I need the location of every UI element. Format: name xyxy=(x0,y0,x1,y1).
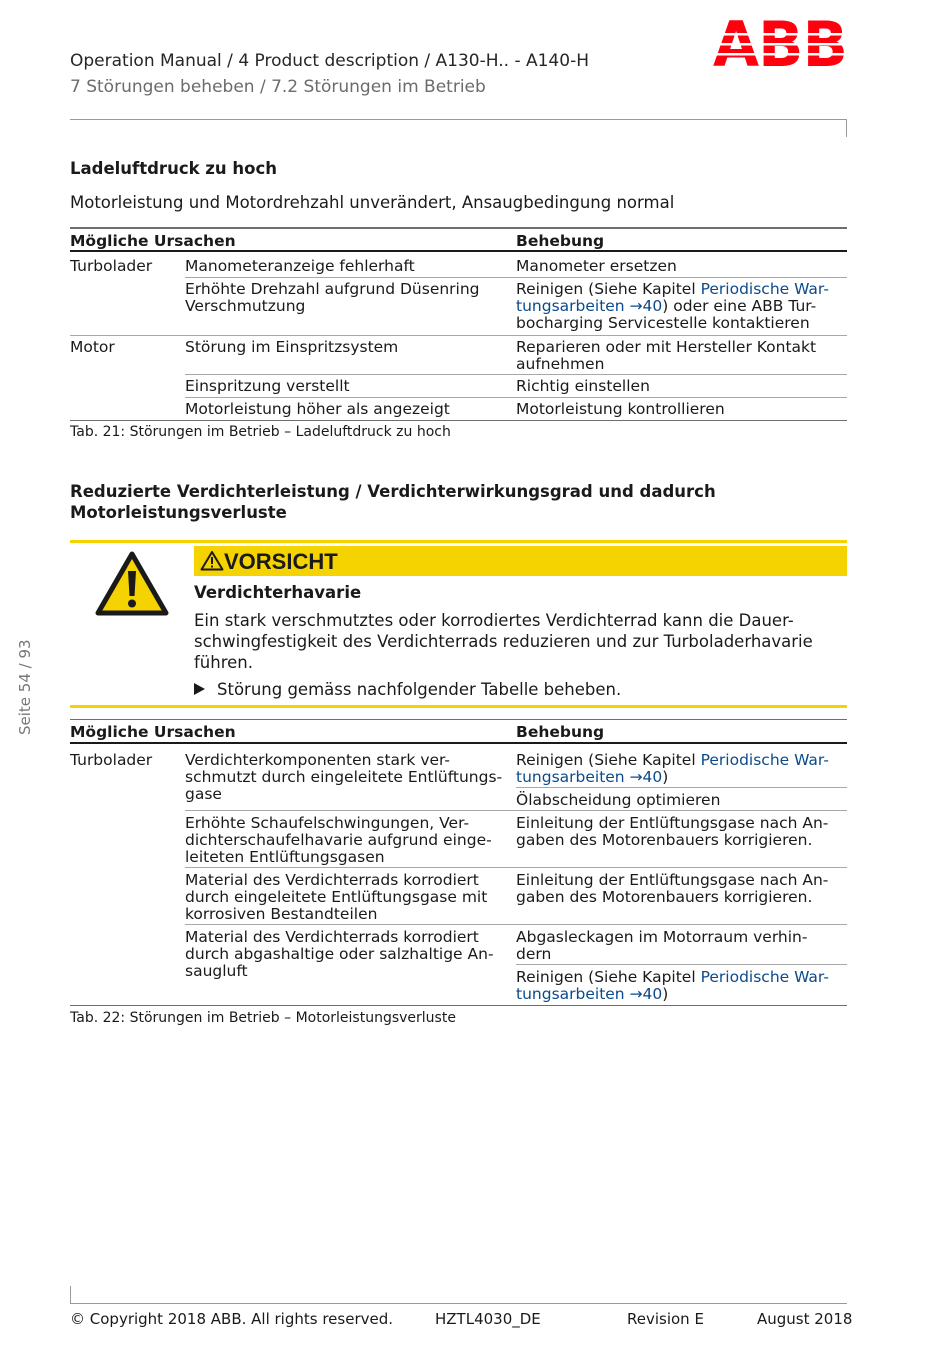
group-label: Motor xyxy=(70,338,115,356)
group-divider xyxy=(70,335,847,336)
fix-cell: Manometer ersetzen xyxy=(516,257,677,275)
fix-line: dern xyxy=(516,945,552,963)
fix-line xyxy=(516,986,847,1003)
cause-line: Verschmutzung xyxy=(185,297,306,315)
warning-signal-bar xyxy=(194,546,847,576)
table-motorleistungsverluste xyxy=(70,719,847,1006)
header-breadcrumb: Operation Manual / 4 Product description / A130-H.. - A140-H xyxy=(70,51,589,71)
table-caption: Tab. 21: Störungen im Betrieb – Ladeluftdruck zu hoch xyxy=(70,424,451,440)
fix-line xyxy=(516,298,847,315)
fix-line: Einleitung der Entlüftungsgase nach An- xyxy=(516,814,829,832)
fix-cell: Richtig einstellen xyxy=(516,377,650,395)
section-title-ladeluftdruck: Ladeluftdruck zu hoch xyxy=(70,159,278,178)
fix-text: Reinigen (Siehe Kapitel xyxy=(516,968,701,986)
footer-rule xyxy=(70,1303,847,1304)
cause-cell xyxy=(185,872,515,923)
fix-line: aufnehmen xyxy=(516,355,605,373)
fix-cell xyxy=(516,339,847,373)
fix-cell: Ölabscheidung optimieren xyxy=(516,791,721,809)
fix-cell: Motorleistung kontrollieren xyxy=(516,400,725,418)
fix-text: ) oder eine ABB Tur- xyxy=(662,297,817,315)
link-periodische-wartungsarbeiten[interactable]: Periodische War- xyxy=(700,280,829,298)
row-divider xyxy=(516,787,847,788)
footer-date: August 2018 xyxy=(757,1310,853,1328)
fix-text: Reinigen (Siehe Kapitel xyxy=(516,751,701,769)
row-divider xyxy=(185,867,847,868)
fix-cell xyxy=(516,872,847,906)
cause-line: durch abgashaltige oder salzhaltige An- xyxy=(185,945,494,963)
row-divider xyxy=(516,964,847,965)
col-header-fix: Behebung xyxy=(516,232,605,250)
warning-text xyxy=(194,610,844,673)
fix-line: gaben des Motorenbauers korrigieren. xyxy=(516,888,813,906)
cause-line: schmutzt durch eingeleitete Entlüftungs- xyxy=(185,768,503,786)
header-rule xyxy=(70,119,847,120)
row-divider xyxy=(185,810,847,811)
warning-heading: Verdichterhavarie xyxy=(194,583,362,602)
header-tick xyxy=(846,119,847,137)
fix-text: ) xyxy=(662,768,669,786)
cause-line: Material des Verdichterrads korrodiert xyxy=(185,871,479,889)
cause-line: gase xyxy=(185,785,222,803)
footer-copyright: © Copyright 2018 ABB. All rights reserved. xyxy=(70,1310,394,1328)
fix-line xyxy=(516,769,847,786)
fix-cell xyxy=(516,969,847,1003)
col-header-causes: Mögliche Ursachen xyxy=(70,232,236,250)
abb-logo xyxy=(713,19,847,71)
cause-line: Material des Verdichterrads korrodiert xyxy=(185,928,479,946)
row-divider xyxy=(185,374,847,375)
link-periodische-wartungsarbeiten-cont[interactable]: tungsarbeiten →40 xyxy=(516,985,663,1003)
section-title-line: Motorleistungsverluste xyxy=(70,503,287,522)
cause-cell: Störung im Einspritzsystem xyxy=(185,338,399,356)
cause-line: leiteten Entlüftungsgasen xyxy=(185,848,385,866)
table-bottom-rule xyxy=(70,1005,847,1006)
cause-cell xyxy=(185,281,515,315)
step-arrow-icon xyxy=(194,683,205,695)
fix-line xyxy=(516,969,847,986)
header-chapter: 7 Störungen beheben / 7.2 Störungen im Betrieb xyxy=(70,77,486,97)
side-page-number xyxy=(0,639,34,855)
cause-cell: Manometeranzeige fehlerhaft xyxy=(185,257,415,275)
table-ladeluftdruck xyxy=(70,227,847,421)
section-subtitle: Motorleistung und Motordrehzahl unverändert, Ansaugbedingung normal xyxy=(70,193,675,212)
row-divider xyxy=(185,397,847,398)
warning-step-text: Störung gemäss nachfolgender Tabelle beheben. xyxy=(217,680,622,699)
table-header xyxy=(70,719,847,744)
cause-cell: Motorleistung höher als angezeigt xyxy=(185,400,450,418)
footer-tick xyxy=(70,1286,71,1304)
warning-text-line: führen. xyxy=(194,653,253,672)
warning-text-line: schwingfestigkeit des Verdichterrads reduzieren und zur Turboladerhavarie xyxy=(194,632,813,651)
section-title-verdichterleistung xyxy=(70,481,716,523)
warning-step xyxy=(194,680,621,699)
cause-cell xyxy=(185,752,515,803)
fix-line: Einleitung der Entlüftungsgase nach An- xyxy=(516,871,829,889)
warning-small-icon xyxy=(200,550,224,575)
fix-cell xyxy=(516,929,847,963)
link-periodische-wartungsarbeiten-cont[interactable]: tungsarbeiten →40 xyxy=(516,297,663,315)
cause-line: durch eingeleitete Entlüftungsgase mit xyxy=(185,888,488,906)
fix-line: gaben des Motorenbauers korrigieren. xyxy=(516,831,813,849)
col-header-causes: Mögliche Ursachen xyxy=(70,723,236,741)
fix-cell xyxy=(516,281,847,332)
cause-line: Erhöhte Drehzahl aufgrund Düsenring xyxy=(185,280,480,298)
row-divider xyxy=(185,277,847,278)
fix-line: Abgasleckagen im Motorraum verhin- xyxy=(516,928,808,946)
page-number-label: Seite 54 / 93 xyxy=(16,639,34,735)
warning-signal-word: VORSICHT xyxy=(224,549,338,574)
cause-line: Verdichterkomponenten stark ver- xyxy=(185,751,450,769)
link-periodische-wartungsarbeiten[interactable]: Periodische War- xyxy=(700,968,829,986)
table-bottom-rule xyxy=(70,420,847,421)
cause-cell xyxy=(185,929,515,980)
section-title-line: Reduzierte Verdichterleistung / Verdichterwirkungsgrad und dadurch xyxy=(70,482,716,501)
warning-triangle-icon xyxy=(95,551,169,621)
footer-doc-id: HZTL4030_DE xyxy=(435,1310,541,1328)
group-label: Turbolader xyxy=(70,257,153,275)
fix-text: Reinigen (Siehe Kapitel xyxy=(516,280,701,298)
row-divider xyxy=(185,924,847,925)
warning-text-line: Ein stark verschmutztes oder korrodiertes Verdichterrad kann die Dauer- xyxy=(194,611,794,630)
fix-line xyxy=(516,281,847,298)
link-periodische-wartungsarbeiten-cont[interactable]: tungsarbeiten →40 xyxy=(516,768,663,786)
col-header-fix: Behebung xyxy=(516,723,605,741)
fix-cell xyxy=(516,815,847,849)
table-header xyxy=(70,227,847,252)
cause-cell: Einspritzung verstellt xyxy=(185,377,350,395)
fix-cell xyxy=(516,752,847,786)
footer-revision: Revision E xyxy=(627,1310,704,1328)
cause-line: korrosiven Bestandteilen xyxy=(185,905,378,923)
cause-line: Erhöhte Schaufelschwingungen, Ver- xyxy=(185,814,470,832)
warning-bottom-rule xyxy=(70,705,847,708)
cause-line: saugluft xyxy=(185,962,248,980)
cause-line: dichterschaufelhavarie aufgrund einge- xyxy=(185,831,492,849)
fix-line: Reparieren oder mit Hersteller Kontakt xyxy=(516,338,817,356)
table-caption: Tab. 22: Störungen im Betrieb – Motorleistungsverluste xyxy=(70,1010,456,1026)
fix-line xyxy=(516,752,847,769)
fix-line: bocharging Servicestelle kontaktieren xyxy=(516,314,810,332)
group-label: Turbolader xyxy=(70,751,153,769)
cause-cell xyxy=(185,815,515,866)
link-periodische-wartungsarbeiten[interactable]: Periodische War- xyxy=(700,751,829,769)
fix-text: ) xyxy=(662,985,669,1003)
warning-top-rule xyxy=(70,540,847,543)
